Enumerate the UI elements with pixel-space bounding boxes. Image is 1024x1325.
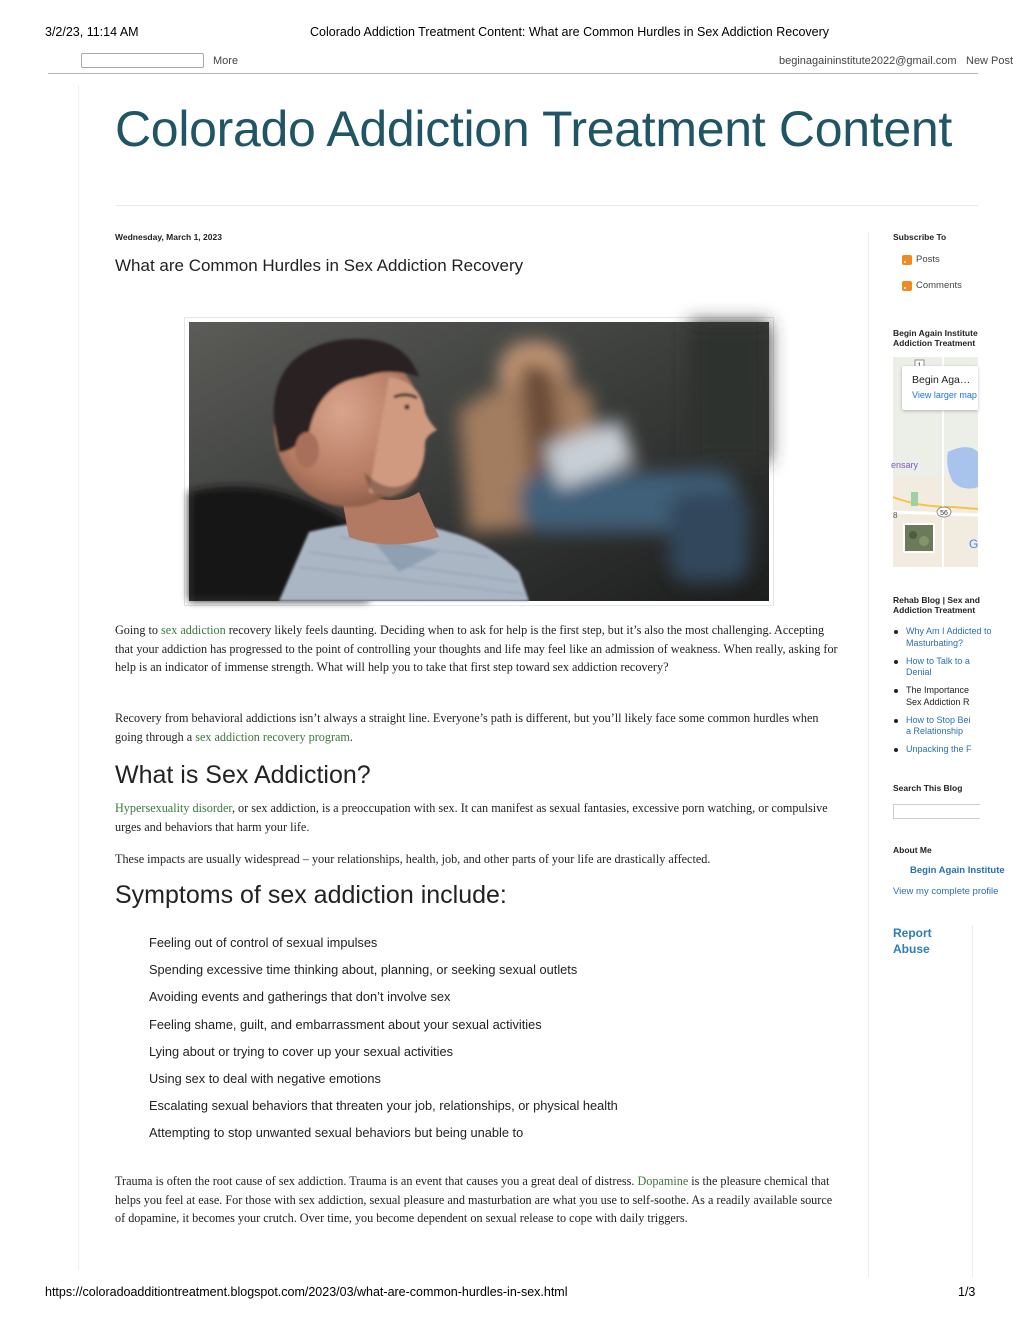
heading-symptoms: Symptoms of sex addiction include: (115, 881, 507, 909)
rss-feed-icon (902, 281, 912, 291)
header-divider (116, 205, 978, 206)
sidebar-divider-right (972, 925, 973, 1277)
feed-posts-label: Posts (916, 254, 940, 265)
list-item: The Importance Sex Addiction R (893, 685, 978, 708)
post-image-man-reclining[interactable] (189, 322, 769, 601)
list-item: Using sex to deal with negative emotions (149, 1070, 381, 1086)
post-title: What are Common Hurdles in Sex Addiction Recovery (115, 256, 524, 275)
content-frame-border (78, 85, 79, 1270)
print-page-number: 1/3 (958, 1285, 976, 1299)
view-larger-map-link[interactable]: View larger map (912, 390, 977, 400)
map-widget-heading: Begin Again Institute Addiction Treatment (893, 328, 978, 348)
post-paragraph-1: Going to sex addiction recovery likely feels daunting. Deciding when to ask for help is the first step, but it’s also the most challenging. Accepting that your addiction has progressed to the point of controlling your thoughts and life may feel like an admission of weakness. When really, asking for help is an indicator of immense strength. What will help you to take that first step toward sex addiction recovery? (115, 623, 838, 675)
feed-comments-label: Comments (916, 280, 962, 291)
navbar-more-link[interactable]: More (213, 55, 239, 67)
map-place-name: Begin Aga… (912, 374, 971, 386)
hypersexuality-link[interactable]: Hypersexuality disorder (115, 801, 232, 815)
print-page-url: https://coloradoadditiontreatment.blogspot.com/2023/03/what-are-common-hurdles-in-sex.html (45, 1285, 568, 1299)
list-item: Feeling shame, guilt, and embarrassment about your sexual activities (149, 1016, 542, 1032)
navbar-new-post-link[interactable]: New Post (966, 55, 1014, 67)
sidebar-divider (868, 232, 869, 1277)
map-label-dispensary: ensary (891, 460, 919, 470)
dopamine-link[interactable]: Dopamine (637, 1174, 689, 1188)
list-item: Escalating sexual behaviors that threaten your job, relationships, or physical health (149, 1098, 618, 1114)
feed-posts[interactable] (902, 254, 940, 265)
profile-name-link[interactable]: Begin Again Institute (910, 865, 1005, 876)
list-item: Spending excessive time thinking about, planning, or seeking sexual outlets (149, 962, 578, 978)
sex-addiction-link[interactable]: sex addiction (161, 623, 226, 637)
list-item: Feeling out of control of sexual impulses (149, 935, 378, 950)
symptoms-list (149, 934, 618, 1152)
search-blog-heading: Search This Blog (893, 783, 963, 793)
post-date: Wednesday, March 1, 2023 (115, 232, 222, 242)
print-datetime: 3/2/23, 11:14 AM (45, 25, 139, 39)
report-abuse-link[interactable]: Report Abuse (893, 926, 932, 956)
navbar-search-input[interactable] (81, 53, 204, 68)
post-paragraph-3: Hypersexuality disorder, or sex addiction, is a preoccupation with sex. It can manifest as sexual fantasies, excessive porn watching, or compulsive urges and behaviors that harm your life. (115, 801, 828, 834)
list-item[interactable]: Why Am I Addicted to Masturbating? (893, 626, 978, 649)
map-info-card (902, 366, 978, 410)
navbar-user-email: beginagaininstitute2022@gmail.com (779, 55, 957, 67)
post-paragraph-5: Trauma is often the root cause of sex addiction. Trauma is an event that causes you a great deal of distress. Dopamine is the pleasure chemical that helps you feel at ease. For those with sex addiction, sexual pleasure and masturbation are what you use to self-soothe. As a readily available source of dopamine, it becomes your crutch. Over time, you become dependent on sexual release to cope with daily triggers. (115, 1174, 833, 1226)
blog-title[interactable]: Colorado Addiction Treatment Content (115, 101, 952, 157)
recovery-program-link[interactable]: sex addiction recovery program (195, 729, 350, 744)
rehab-blog-heading: Rehab Blog | Sex and Addiction Treatment (893, 595, 980, 615)
rss-feed-icon (902, 255, 912, 265)
recent-posts-list (893, 626, 992, 762)
list-item[interactable]: How to Talk to a Denial (893, 656, 978, 679)
subscribe-heading: Subscribe To (893, 232, 947, 242)
map-label-8: 8 (893, 511, 898, 520)
post-paragraph-4: These impacts are usually widespread – your relationships, health, job, and other parts of your life are drastically affected. (115, 852, 711, 866)
list-item[interactable]: Unpacking the F (893, 744, 978, 756)
list-item: Attempting to stop unwanted sexual behaviors but being unable to (149, 1125, 524, 1141)
google-logo-letter: G (969, 537, 979, 551)
map-road-badge: 56 (940, 510, 948, 517)
about-me-heading: About Me (893, 845, 932, 855)
post-paragraph-2: Recovery from behavioral addictions isn’t always a straight line. Everyone’s path is different, but you’ll likely face some common hurdles when going through a sex addiction recovery program. (115, 711, 819, 744)
list-item: Avoiding events and gatherings that don’t involve sex (149, 989, 451, 1005)
view-profile-link[interactable]: View my complete profile (893, 886, 999, 897)
blog-search-input[interactable] (893, 804, 980, 819)
list-item: Lying about or trying to cover up your sexual activities (149, 1043, 453, 1059)
feed-comments[interactable] (902, 280, 962, 291)
heading-what-is-sex-addiction: What is Sex Addiction? (115, 761, 371, 789)
print-page-title: Colorado Addiction Treatment Content: What are Common Hurdles in Sex Addiction Recovery (310, 25, 830, 39)
list-item[interactable]: How to Stop Bei a Relationship (893, 715, 978, 738)
